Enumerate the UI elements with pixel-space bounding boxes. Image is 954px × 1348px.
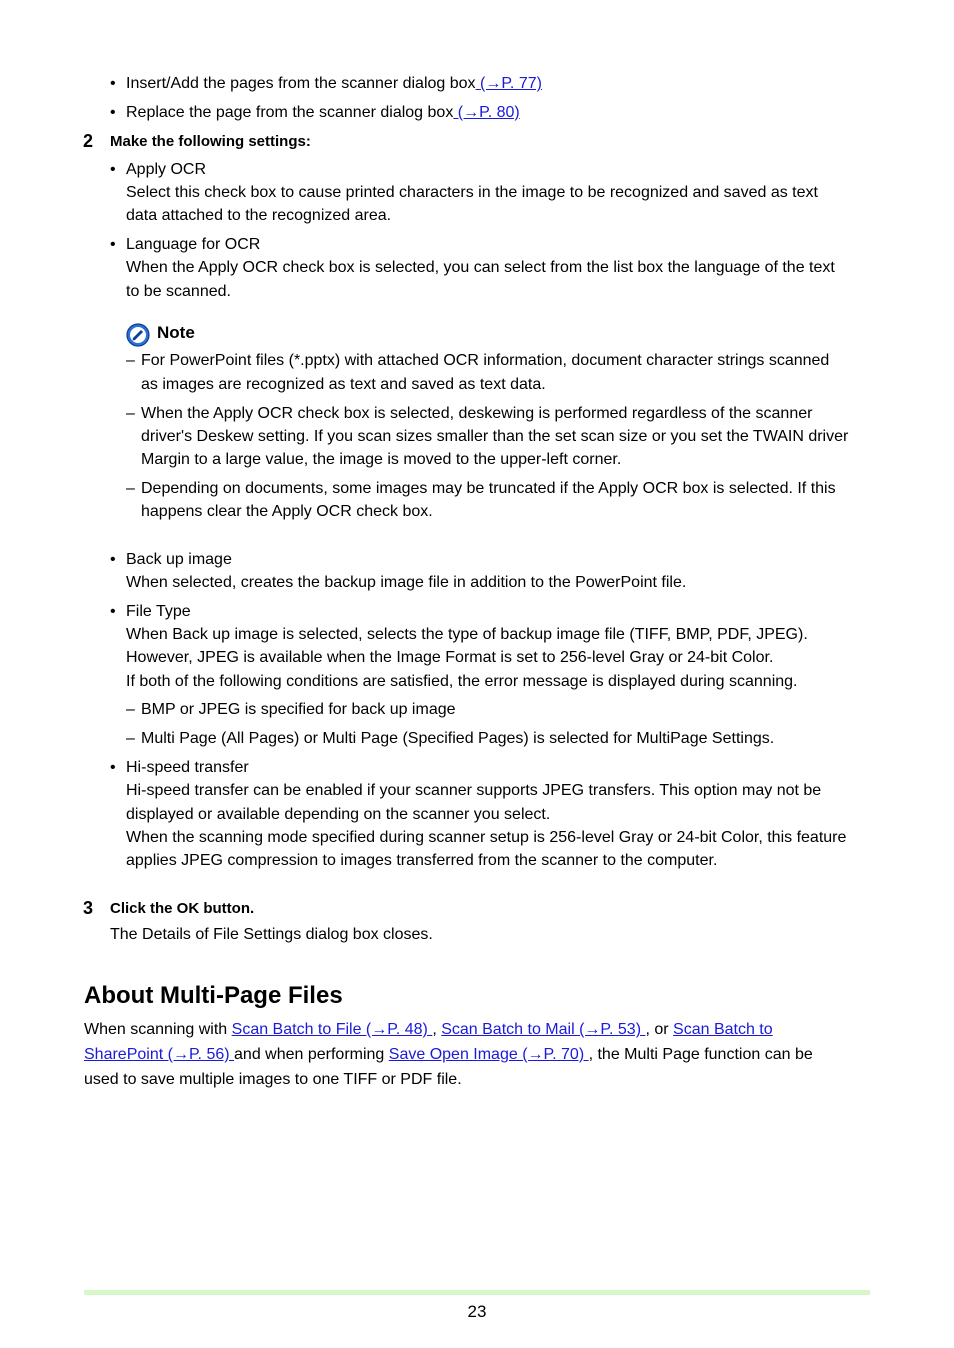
- about-line-3: used to save multiple images to one TIFF or PDF file.: [84, 1071, 462, 1088]
- note-item-text: Margin to a large value, the image is moved to the upper-left corner.: [141, 451, 622, 468]
- link-scan-batch-to-sharepoint[interactable]: Scan Batch to: [673, 1021, 773, 1038]
- language-ocr-title: Language for OCR: [126, 236, 261, 253]
- bullet-marker: •: [110, 161, 116, 178]
- hispeed-text: displayed or available depending on the scanner you select.: [126, 806, 551, 823]
- link-scan-batch-to-file[interactable]: Scan Batch to File (→P. 48): [231, 1021, 433, 1038]
- dash-marker: –: [126, 405, 135, 422]
- bullet-text: Insert/Add the pages from the scanner dialog box: [126, 75, 476, 92]
- file-type-text: However, JPEG is available when the Image Format is set to 256-level Gray or 24-bit Color.: [126, 649, 774, 666]
- hispeed-text: When the scanning mode specified during scanner setup is 256-level Gray or 24-bit Color, this feature: [126, 829, 847, 846]
- hispeed-title: Hi-speed transfer: [126, 759, 249, 776]
- link-page-80[interactable]: (→P. 80): [453, 104, 520, 121]
- bullet-marker: •: [110, 75, 116, 92]
- dash-marker: –: [126, 352, 135, 369]
- link-save-open-image[interactable]: Save Open Image (→P. 70): [388, 1046, 589, 1063]
- apply-ocr-title: Apply OCR: [126, 161, 207, 178]
- page-number: 23: [467, 1302, 487, 1321]
- step-3-text: The Details of File Settings dialog box closes.: [110, 926, 433, 943]
- file-type-text: If both of the following conditions are satisfied, the error message is displayed during scanning.: [126, 673, 798, 690]
- about-text: When scanning with: [84, 1021, 232, 1038]
- link-page-77[interactable]: (→P. 77): [475, 75, 542, 92]
- apply-ocr-text: data attached to the recognized area.: [126, 207, 392, 224]
- dash-marker: –: [126, 480, 135, 497]
- language-ocr-text: When the Apply OCR check box is selected, you can select from the list box the language of the text: [126, 259, 835, 276]
- about-text: ,: [432, 1021, 442, 1038]
- file-type-text: When Back up image is selected, selects the type of backup image file (TIFF, BMP, PDF, JPEG).: [126, 626, 808, 643]
- note-item-text: happens clear the Apply OCR check box.: [141, 503, 433, 520]
- hispeed-text: applies JPEG compression to images transferred from the scanner to the computer.: [126, 852, 718, 869]
- note-item-text: as images are recognized as text and saved as text data.: [141, 376, 546, 393]
- bullet-marker: •: [110, 236, 116, 253]
- bullet-marker: •: [110, 759, 116, 776]
- condition-item: BMP or JPEG is specified for back up image: [141, 701, 456, 718]
- about-line-1: [84, 1020, 773, 1040]
- hispeed-text: Hi-speed transfer can be enabled if your scanner supports JPEG transfers. This option may not be: [126, 782, 822, 799]
- footer-divider: [84, 1290, 870, 1295]
- bullet-marker: •: [110, 603, 116, 620]
- link-scan-batch-to-sharepoint[interactable]: SharePoint (→P. 56): [84, 1046, 235, 1063]
- bullet-insert-add: [126, 74, 542, 94]
- dash-marker: –: [126, 730, 135, 747]
- step-3-title: Click the OK button.: [110, 900, 255, 917]
- note-item-text: When the Apply OCR check box is selected, deskewing is performed regardless of the scanner: [141, 405, 813, 422]
- bullet-text: Replace the page from the scanner dialog box: [126, 104, 454, 121]
- dash-marker: –: [126, 701, 135, 718]
- apply-ocr-text: Select this check box to cause printed characters in the image to be recognized and saved as text: [126, 184, 818, 201]
- step-number-3: 3: [83, 898, 94, 918]
- language-ocr-text: to be scanned.: [126, 283, 231, 300]
- file-type-title: File Type: [126, 603, 191, 620]
- step-2-title: Make the following settings:: [110, 133, 311, 150]
- note-item-text: Depending on documents, some images may be truncated if the Apply OCR box is selected. If this: [141, 480, 836, 497]
- about-text: , the Multi Page function can be: [588, 1046, 813, 1063]
- note-item-text: driver's Deskew setting. If you scan sizes smaller than the set scan size or you set the TWAIN driver: [141, 428, 849, 445]
- about-text: , or: [645, 1021, 674, 1038]
- step-number-2: 2: [83, 131, 94, 151]
- bullet-marker: •: [110, 551, 116, 568]
- backup-image-text: When selected, creates the backup image file in addition to the PowerPoint file.: [126, 574, 687, 591]
- note-item-text: For PowerPoint files (*.pptx) with attached OCR information, document character strings scanned: [141, 352, 830, 369]
- condition-item: Multi Page (All Pages) or Multi Page (Specified Pages) is selected for MultiPage Settings.: [141, 730, 775, 747]
- about-line-2: [84, 1045, 813, 1065]
- backup-image-title: Back up image: [126, 551, 232, 568]
- link-scan-batch-to-mail[interactable]: Scan Batch to Mail (→P. 53): [441, 1021, 646, 1038]
- note-icon: [126, 323, 150, 347]
- bullet-marker: •: [110, 104, 116, 121]
- about-text: and when performing: [234, 1046, 389, 1063]
- section-heading: About Multi-Page Files: [84, 982, 343, 1009]
- note-title: Note: [157, 323, 195, 342]
- bullet-replace: [126, 103, 520, 123]
